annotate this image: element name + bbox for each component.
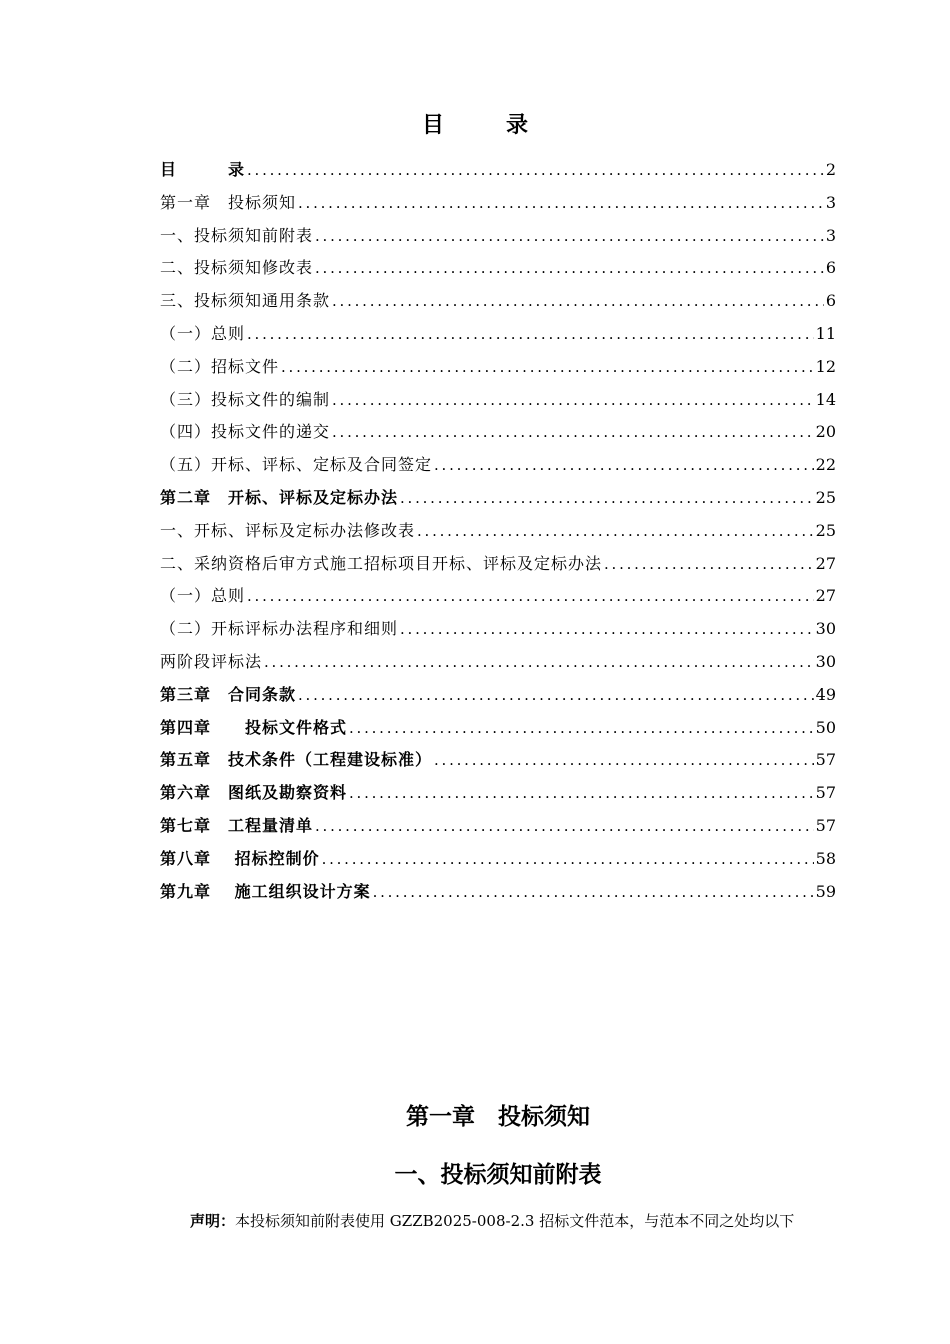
toc-leader-dots — [315, 817, 814, 835]
toc-leader-dots — [400, 489, 814, 507]
toc-leader-dots — [434, 456, 814, 474]
toc-entry[interactable] — [160, 255, 836, 288]
toc-entry-label: （二）开标评标办法程序和细则 — [160, 619, 399, 639]
toc-entry-label: 第六章 图纸及勘察资料 — [160, 783, 348, 803]
toc-entry-label: 第七章 工程量清单 — [160, 815, 314, 835]
toc-entry-page-number: 59 — [815, 881, 836, 901]
toc-entry-page-number: 30 — [815, 651, 836, 671]
toc-entry-label: 第五章 技术条件（工程建设标准） — [160, 750, 433, 770]
toc-entry-label: 第二章 开标、评标及定标办法 — [160, 487, 399, 507]
toc-leader-dots — [322, 850, 814, 868]
toc-entry-label: 第一章 投标须知 — [160, 192, 297, 212]
toc-leader-dots — [281, 358, 814, 376]
statement-paragraph — [190, 1210, 794, 1231]
toc-entry[interactable] — [160, 387, 836, 420]
toc-entry-page-number: 20 — [815, 422, 836, 442]
chapter-heading: 第一章 投标须知 — [406, 1103, 590, 1130]
toc-entry-label: （二）招标文件 — [160, 356, 280, 376]
toc-entry-page-number: 57 — [815, 815, 836, 835]
toc-entry-page-number: 27 — [815, 553, 836, 573]
toc-entry-label: 第九章 施工组织设计方案 — [160, 881, 371, 901]
toc-entry-label: 第三章 合同条款 — [160, 684, 297, 704]
toc-entry[interactable] — [160, 879, 836, 912]
toc-leader-dots — [247, 325, 814, 343]
toc-entry-page-number: 25 — [815, 520, 836, 540]
toc-entry[interactable] — [160, 583, 836, 616]
toc-entry[interactable] — [160, 518, 836, 551]
toc-leader-dots — [332, 292, 824, 310]
toc-entry-page-number: 6 — [825, 291, 836, 311]
toc-entry-page-number: 11 — [815, 323, 836, 343]
toc-leader-dots — [247, 587, 814, 605]
toc-entry[interactable] — [160, 288, 836, 321]
toc-entry-page-number: 27 — [815, 586, 836, 606]
toc-entry[interactable] — [160, 321, 836, 354]
toc-leader-dots — [315, 227, 824, 245]
toc-title-part2: 录 — [506, 112, 529, 138]
section-heading: 一、投标须知前附表 — [394, 1161, 602, 1188]
toc-entry-label: 三、投标须知通用条款 — [160, 291, 331, 311]
toc-entry-page-number: 57 — [815, 783, 836, 803]
toc-entry-page-number: 30 — [815, 619, 836, 639]
toc-entry-page-number: 2 — [825, 160, 836, 179]
toc-entry[interactable] — [160, 452, 836, 485]
toc-entry[interactable] — [160, 551, 836, 584]
toc-entry-label: （四）投标文件的递交 — [160, 422, 331, 442]
toc-entry[interactable] — [160, 846, 836, 879]
toc-entry-label: （五）开标、评标、定标及合同签定 — [160, 455, 433, 475]
toc-entry-page-number: 58 — [815, 848, 836, 868]
toc-leader-dots — [298, 686, 814, 704]
toc-entry-label: 第八章 招标控制价 — [160, 848, 320, 868]
toc-leader-dots — [315, 259, 824, 277]
toc-title — [0, 108, 950, 139]
toc-entry-page-number: 14 — [815, 389, 836, 409]
toc-entry-label: （三）投标文件的编制 — [160, 389, 331, 409]
toc-entry-page-number: 3 — [825, 192, 836, 212]
toc-entry-page-number: 57 — [815, 750, 836, 770]
toc-entry[interactable] — [160, 157, 836, 190]
toc-entry-label: 二、采纳资格后审方式施工招标项目开标、评标及定标办法 — [160, 553, 603, 573]
toc-leader-dots — [400, 620, 814, 638]
toc-leader-dots — [332, 391, 814, 409]
toc-title-part1: 目 — [421, 112, 444, 138]
toc-entry[interactable] — [160, 485, 836, 518]
toc-leader-dots — [298, 194, 824, 212]
toc-entry-page-number: 49 — [815, 684, 836, 704]
toc-leader-dots — [349, 719, 814, 737]
toc-leader-dots — [349, 784, 814, 802]
toc-entry-label: 两阶段评标法 — [160, 651, 263, 671]
toc-entry[interactable] — [160, 682, 836, 715]
toc-leader-dots — [264, 653, 814, 671]
toc-leader-dots — [417, 522, 814, 540]
toc-entry[interactable] — [160, 616, 836, 649]
statement-lead: 声明： — [190, 1212, 236, 1230]
toc-entry-page-number: 12 — [815, 356, 836, 376]
toc-entry[interactable] — [160, 354, 836, 387]
toc-entry-page-number: 6 — [825, 258, 836, 278]
toc-leader-dots — [434, 751, 814, 769]
statement-text: 本投标须知前附表使用 GZZB2025-008-2.3 招标文件范本，与范本不同之处均以下 — [235, 1212, 795, 1230]
toc-entry-label: 目 录 — [160, 160, 246, 179]
toc-entry-label: （一）总则 — [160, 323, 246, 343]
toc-entry[interactable] — [160, 813, 836, 846]
table-of-contents — [160, 157, 836, 911]
toc-entry[interactable] — [160, 780, 836, 813]
toc-entry-label: 一、开标、评标及定标办法修改表 — [160, 520, 416, 540]
toc-entry-page-number: 22 — [815, 455, 836, 475]
toc-entry-label: 二、投标须知修改表 — [160, 258, 314, 278]
toc-leader-dots — [604, 555, 814, 573]
toc-entry-page-number: 25 — [815, 487, 836, 507]
toc-entry[interactable] — [160, 190, 836, 223]
toc-entry[interactable] — [160, 715, 836, 748]
toc-entry[interactable] — [160, 649, 836, 682]
toc-entry-page-number: 3 — [825, 225, 836, 245]
toc-entry-label: （一）总则 — [160, 586, 246, 606]
toc-entry[interactable] — [160, 747, 836, 780]
toc-entry-label: 一、投标须知前附表 — [160, 225, 314, 245]
toc-entry-label: 第四章 投标文件格式 — [160, 717, 348, 737]
toc-entry[interactable] — [160, 223, 836, 256]
toc-leader-dots — [332, 423, 814, 441]
toc-leader-dots — [247, 161, 824, 179]
toc-entry[interactable] — [160, 419, 836, 452]
toc-leader-dots — [373, 883, 814, 901]
toc-entry-page-number: 50 — [815, 717, 836, 737]
